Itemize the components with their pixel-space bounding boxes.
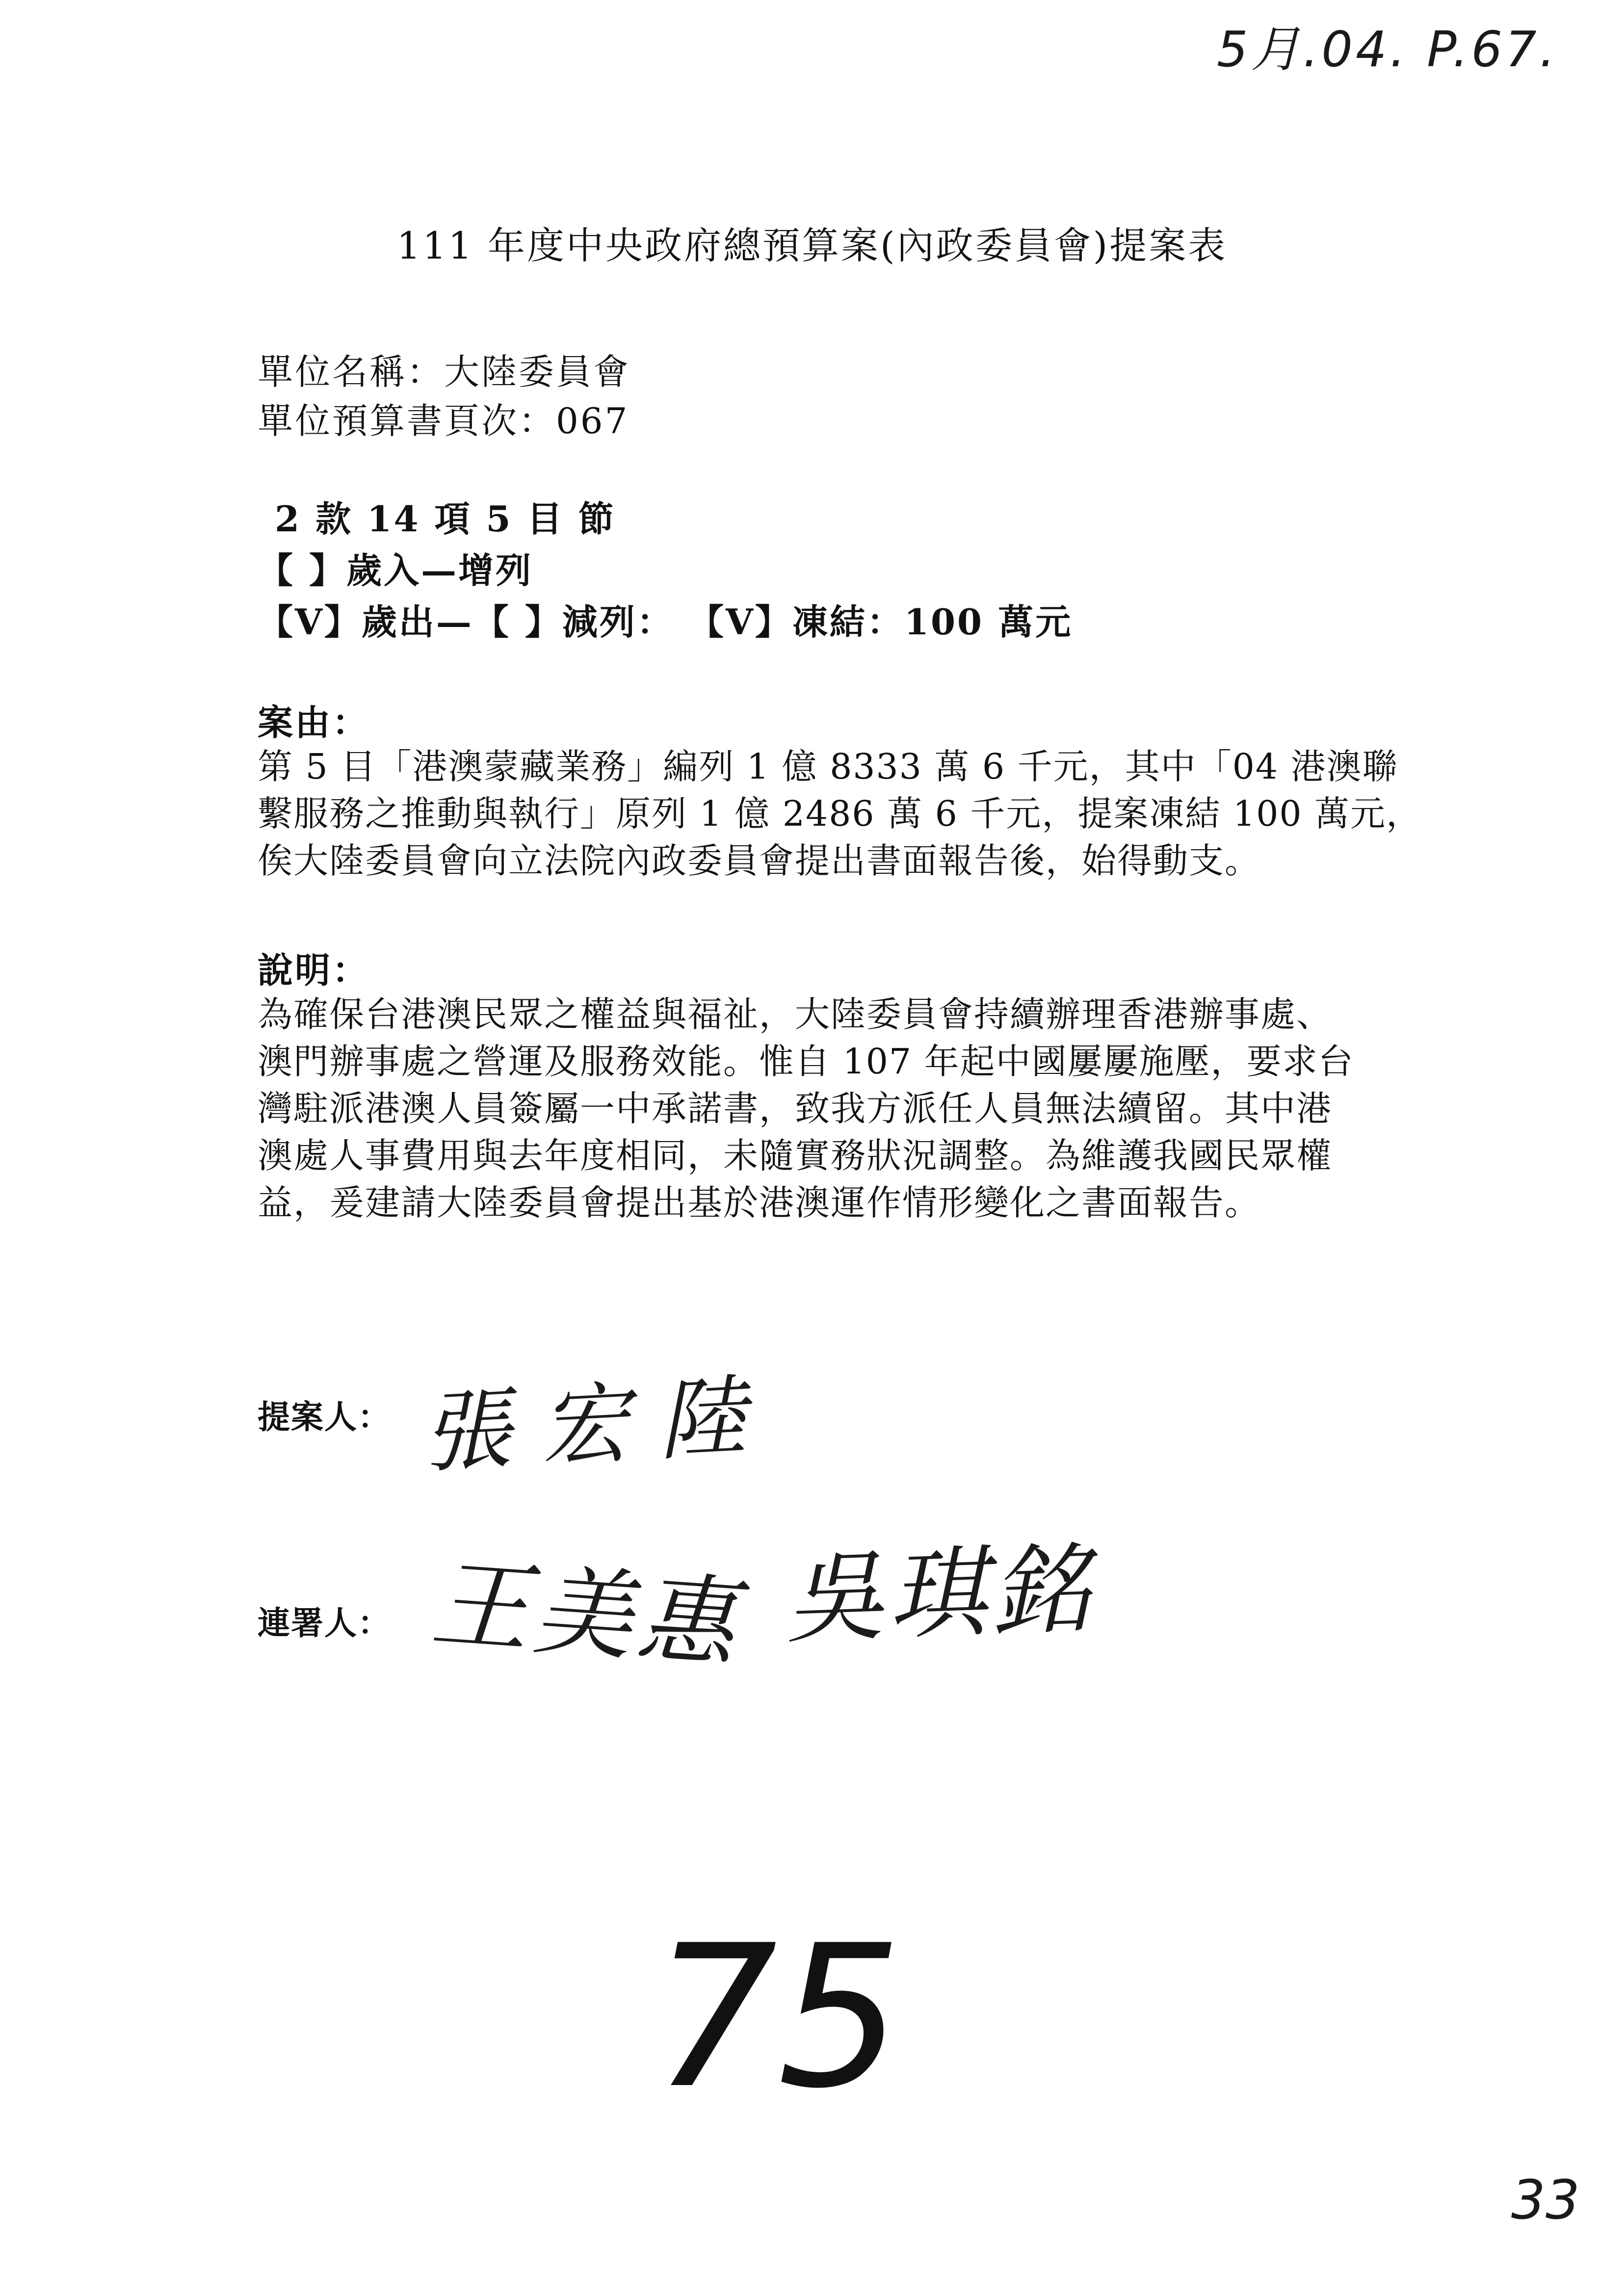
reason-line: 第 5 目「港澳蒙藏業務」編列 1 億 8333 萬 6 千元，其中「04 港澳聯 (258, 746, 1398, 787)
proposer-label: 提案人： (258, 1398, 391, 1436)
document-title: 111 年度中央政府總預算案(內政委員會)提案表 (396, 224, 1228, 267)
description-line: 灣駐派港澳人員簽屬一中承諾書，致我方派任人員無法續留。其中港 (258, 1088, 1333, 1129)
description-heading: 說明： (258, 949, 370, 991)
budget-classification: 2 款 14 項 5 目 節 (275, 498, 616, 540)
proposer-signature: 張宏陸 (419, 1364, 778, 1486)
reason-line: 俟大陸委員會向立法院內政委員會提出書面報告後，始得動支。 (258, 840, 1261, 881)
reason-line: 繫服務之推動與執行」原列 1 億 2486 萬 6 千元，提案凍結 100 萬元， (258, 793, 1422, 834)
handwritten-reference-note: 5月.04. P.67. (1217, 21, 1558, 78)
budget-page-number: 單位預算書頁次：067 (258, 400, 629, 442)
reason-heading: 案由： (258, 702, 370, 743)
description-line: 益，爰建請大陸委員會提出基於港澳運作情形變化之書面報告。 (258, 1182, 1261, 1223)
handwritten-page-number: 33 (1511, 2168, 1580, 2231)
cosigner-signature-1: 王美惠 (427, 1546, 744, 1682)
description-line: 為確保台港澳民眾之權益與福祉，大陸委員會持續辦理香港辦事處、 (258, 994, 1333, 1035)
revenue-option: 【 】歲入—增列 (258, 549, 533, 591)
description-line: 澳處人事費用與去年度相同，未隨實務狀況調整。為維護我國民眾權 (258, 1135, 1333, 1176)
description-body (258, 991, 1411, 1226)
cosigner-signature-2: 吳琪銘 (783, 1532, 1097, 1657)
expenditure-option: 【V】歲出—【 】減列： 【V】凍結：100 萬元 (258, 601, 1073, 643)
handwritten-proposal-number: 75 (653, 1904, 902, 2132)
unit-name: 單位名稱：大陸委員會 (258, 351, 631, 392)
reason-body (258, 743, 1422, 885)
description-line: 澳門辦事處之營運及服務效能。惟自 107 年起中國屢屢施壓，要求台 (258, 1041, 1354, 1082)
cosigner-label: 連署人： (258, 1604, 391, 1642)
